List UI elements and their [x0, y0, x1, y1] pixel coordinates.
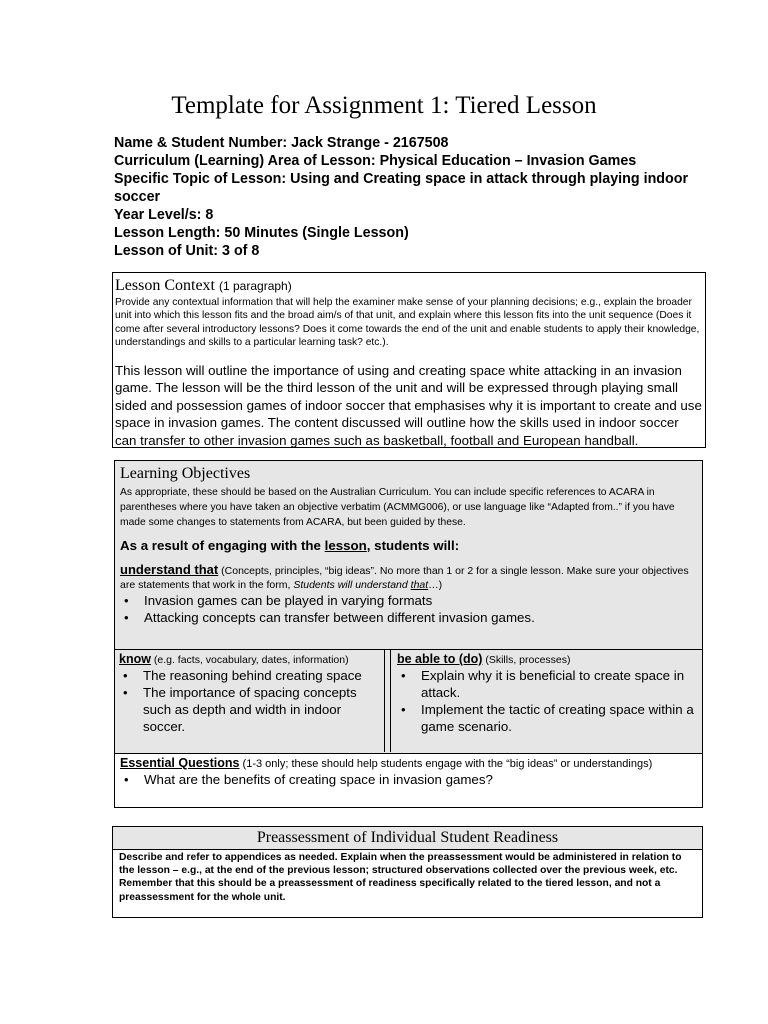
objectives-top-section	[115, 461, 702, 649]
essential-questions-list	[120, 771, 697, 788]
lesson-length: Lesson Length: 50 Minutes (Single Lesson)	[114, 225, 409, 241]
learning-objectives-guidance: As appropriate, these should be based on the Australian Curriculum. You can include specific references to ACARA in parentheses where you have taken an objective verbatim (ACMMG006), or use language like “Adapted from..” if you have made some changes to statements from ACARA, but been guided by these.	[120, 487, 675, 528]
specific-topic: Specific Topic of Lesson: Using and Creating space in attack through playing indoor soccer	[114, 171, 689, 205]
know-able-row	[115, 649, 702, 753]
essential-questions-heading	[120, 756, 697, 771]
know-list	[119, 667, 380, 735]
know-guide: (e.g. facts, vocabulary, dates, information)	[150, 654, 349, 666]
list-item: • Invasion games can be played in varying formats	[144, 592, 697, 609]
list-item: • Attacking concepts can transfer between different invasion games.	[144, 609, 697, 626]
understand-that-word: that	[410, 579, 429, 591]
document-title: Template for Assignment 1: Tiered Lesson	[171, 92, 597, 119]
able-heading	[397, 652, 696, 667]
lesson-of-unit: Lesson of Unit: 3 of 8	[114, 243, 260, 259]
know-heading	[119, 652, 380, 667]
curriculum-area: Curriculum (Learning) Area of Lesson: Physical Education – Invasion Games	[114, 153, 637, 169]
understand-that-label: understand that	[120, 562, 219, 577]
understand-that-guide: (Concepts, principles, “big ideas”. No more than 1 or 2 for a single lesson. Make sure your objectives are statements that work in the form,	[120, 565, 689, 591]
preassessment-heading: Preassessment of Individual Student Readiness	[113, 827, 702, 850]
result-lesson-word: lesson	[324, 538, 367, 553]
lesson-context-heading	[115, 275, 702, 297]
know-column	[115, 650, 385, 752]
essential-questions-label: Essential Questions	[120, 756, 240, 770]
able-column	[390, 650, 702, 752]
lesson-context-box	[112, 272, 706, 448]
know-label: know	[119, 652, 151, 666]
result-post: , students will:	[366, 538, 460, 553]
header-info	[114, 134, 714, 260]
list-item: • Explain why it is beneficial to create space in attack.	[421, 667, 696, 701]
list-item: • Implement the tactic of creating space within a game scenario.	[421, 701, 696, 735]
able-list	[397, 667, 696, 735]
learning-objectives-heading: Learning Objectives	[120, 465, 251, 482]
list-item: • What are the benefits of creating space in invasion games?	[144, 771, 697, 788]
understand-that-heading	[120, 563, 697, 592]
year-level: Year Level/s: 8	[114, 207, 214, 223]
lesson-context-title: Lesson Context	[115, 277, 215, 294]
lesson-context-subtitle: (1 paragraph)	[219, 279, 292, 293]
result-statement	[120, 537, 697, 555]
learning-objectives-box	[114, 460, 703, 808]
able-label: be able to (do)	[397, 652, 483, 666]
preassessment-body: Describe and refer to appendices as needed. Explain when the preassessment would be administered in relation to the lesson – e.g., at the end of the previous lesson; structured observations collected over the previous week, etc. Remember that this should be a preassessment of readiness specifically related to the tiered lesson, and not a preassessment for the whole unit.	[119, 852, 682, 903]
essential-questions-row	[115, 753, 702, 807]
lesson-context-guidance: Provide any contextual information that will help the examiner make sense of your planning decisions; e.g., explain the broader unit into which this lesson fits and the broad aim/s of that unit, and explain where this lesson fits into the unit sequence (Does it come after several introductory lessons? Does it come towards the end of the unit and enable students to apply their knowledge, understandings and skills to a particular learning task? etc.).	[115, 297, 700, 349]
understand-that-italic: Students will understand	[293, 579, 411, 591]
essential-questions-guide: (1-3 only; these should help students engage with the “big ideas” or understandings)	[239, 758, 653, 770]
name-student-number: Name & Student Number: Jack Strange - 2167508	[114, 135, 449, 151]
list-item: • The importance of spacing concepts such as depth and width in indoor soccer.	[143, 684, 380, 735]
understand-that-end: …)	[428, 579, 443, 591]
understand-list	[120, 592, 697, 626]
list-item: • The reasoning behind creating space	[143, 667, 380, 684]
lesson-context-body: This lesson will outline the importance of using and creating space white attacking in an invasion game. The lesson will be the third lesson of the unit and will be expressed through playing small sided and possession games of indoor soccer that emphasises why it is important to create and use space in invasion games. The content discussed will outline how the skills used in indoor soccer can transfer to other invasion games such as basketball, football and European handball.	[115, 362, 702, 448]
preassessment-box	[112, 826, 703, 918]
result-pre: As a result of engaging with the	[120, 538, 325, 553]
able-guide: (Skills, processes)	[482, 654, 571, 666]
